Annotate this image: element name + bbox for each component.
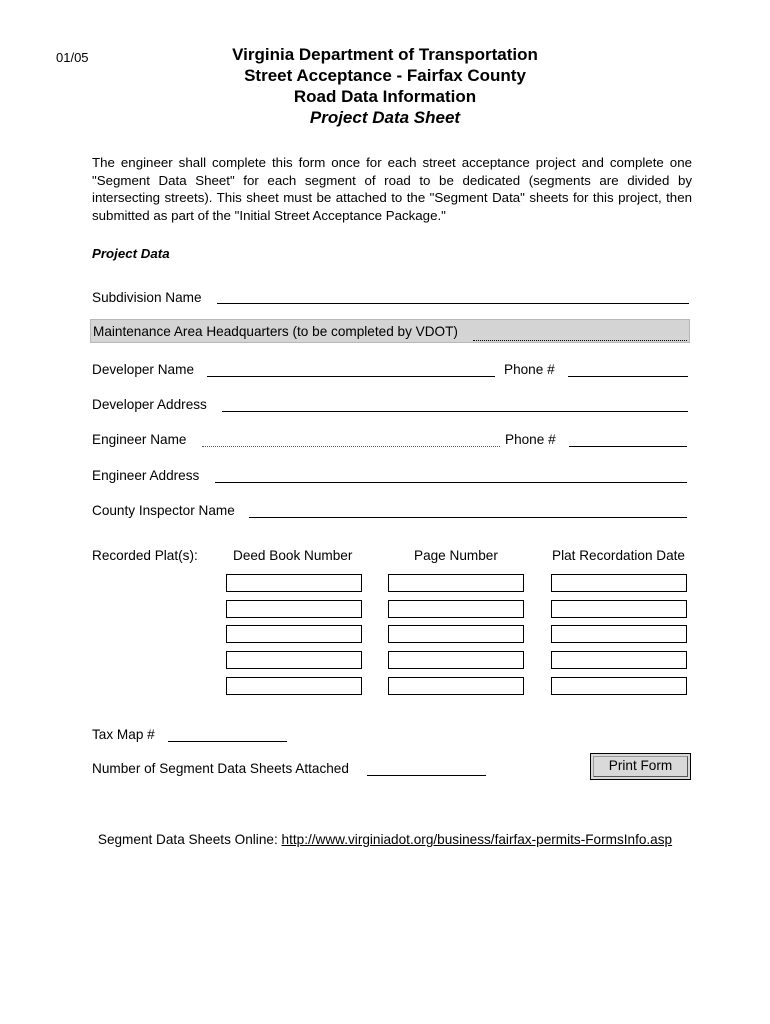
developer-address-label: Developer Address bbox=[92, 397, 207, 412]
maintenance-area-input[interactable] bbox=[473, 340, 687, 341]
title-form-type: Road Data Information bbox=[293, 87, 477, 106]
segment-data-sheets-link[interactable]: http://www.virginiadot.org/business/fairfax-permits-FormsInfo.asp bbox=[281, 832, 673, 847]
deed-book-column-header: Deed Book Number bbox=[233, 548, 353, 563]
developer-phone-label: Phone # bbox=[504, 362, 555, 377]
deed-book-input[interactable] bbox=[226, 677, 362, 695]
maintenance-area-label: Maintenance Area Headquarters (to be completed by VDOT) bbox=[93, 324, 458, 339]
tax-map-input[interactable] bbox=[168, 741, 287, 742]
revision-date: 01/05 bbox=[56, 50, 89, 65]
plat-date-input[interactable] bbox=[551, 651, 687, 669]
developer-phone-input[interactable] bbox=[568, 376, 688, 377]
page-number-input[interactable] bbox=[388, 651, 524, 669]
page-number-column-header: Page Number bbox=[414, 548, 498, 563]
engineer-name-label: Engineer Name bbox=[92, 432, 187, 447]
title-sheet-name: Project Data Sheet bbox=[309, 108, 461, 127]
plat-date-input[interactable] bbox=[551, 574, 687, 592]
footer-label: Segment Data Sheets Online: bbox=[97, 832, 278, 847]
title-agency: Virginia Department of Transportation bbox=[232, 45, 538, 64]
engineer-address-input[interactable] bbox=[215, 482, 687, 483]
developer-name-input[interactable] bbox=[207, 376, 495, 377]
county-inspector-input[interactable] bbox=[249, 517, 687, 518]
deed-book-input[interactable] bbox=[226, 600, 362, 618]
title-program: Street Acceptance - Fairfax County bbox=[244, 66, 526, 85]
developer-address-input[interactable] bbox=[222, 411, 688, 412]
developer-name-label: Developer Name bbox=[92, 362, 194, 377]
tax-map-label: Tax Map # bbox=[92, 727, 155, 742]
subdivision-name-input[interactable] bbox=[217, 303, 689, 304]
plat-date-input[interactable] bbox=[551, 677, 687, 695]
plat-date-column-header: Plat Recordation Date bbox=[552, 548, 685, 563]
engineer-address-label: Engineer Address bbox=[92, 468, 200, 483]
instructions-paragraph: The engineer shall complete this form once for each street acceptance project and complete one "Segment Data Sheet" for each segment of road to be dedicated (segments are divided by intersecting streets). This sheet must be attached to the "Segment Data" sheets for this project, then submitted as part of the "Initial Street Acceptance Package." bbox=[92, 155, 692, 223]
engineer-phone-input[interactable] bbox=[569, 446, 687, 447]
print-form-button[interactable] bbox=[590, 753, 691, 780]
recorded-plats-label: Recorded Plat(s): bbox=[92, 548, 198, 563]
engineer-name-input[interactable] bbox=[202, 446, 500, 447]
print-form-label: Print Form bbox=[608, 758, 673, 773]
page-number-input[interactable] bbox=[388, 600, 524, 618]
engineer-phone-label: Phone # bbox=[505, 432, 556, 447]
page-number-input[interactable] bbox=[388, 677, 524, 695]
section-title: Project Data bbox=[92, 246, 170, 261]
deed-book-input[interactable] bbox=[226, 651, 362, 669]
county-inspector-label: County Inspector Name bbox=[92, 503, 235, 518]
page-number-input[interactable] bbox=[388, 574, 524, 592]
plat-date-input[interactable] bbox=[551, 600, 687, 618]
segment-count-label: Number of Segment Data Sheets Attached bbox=[92, 761, 349, 776]
maintenance-area-field[interactable] bbox=[90, 319, 690, 343]
deed-book-input[interactable] bbox=[226, 625, 362, 643]
plat-date-input[interactable] bbox=[551, 625, 687, 643]
footer bbox=[0, 832, 770, 847]
deed-book-input[interactable] bbox=[226, 574, 362, 592]
subdivision-name-label: Subdivision Name bbox=[92, 290, 202, 305]
page-number-input[interactable] bbox=[388, 625, 524, 643]
segment-count-input[interactable] bbox=[367, 775, 486, 776]
